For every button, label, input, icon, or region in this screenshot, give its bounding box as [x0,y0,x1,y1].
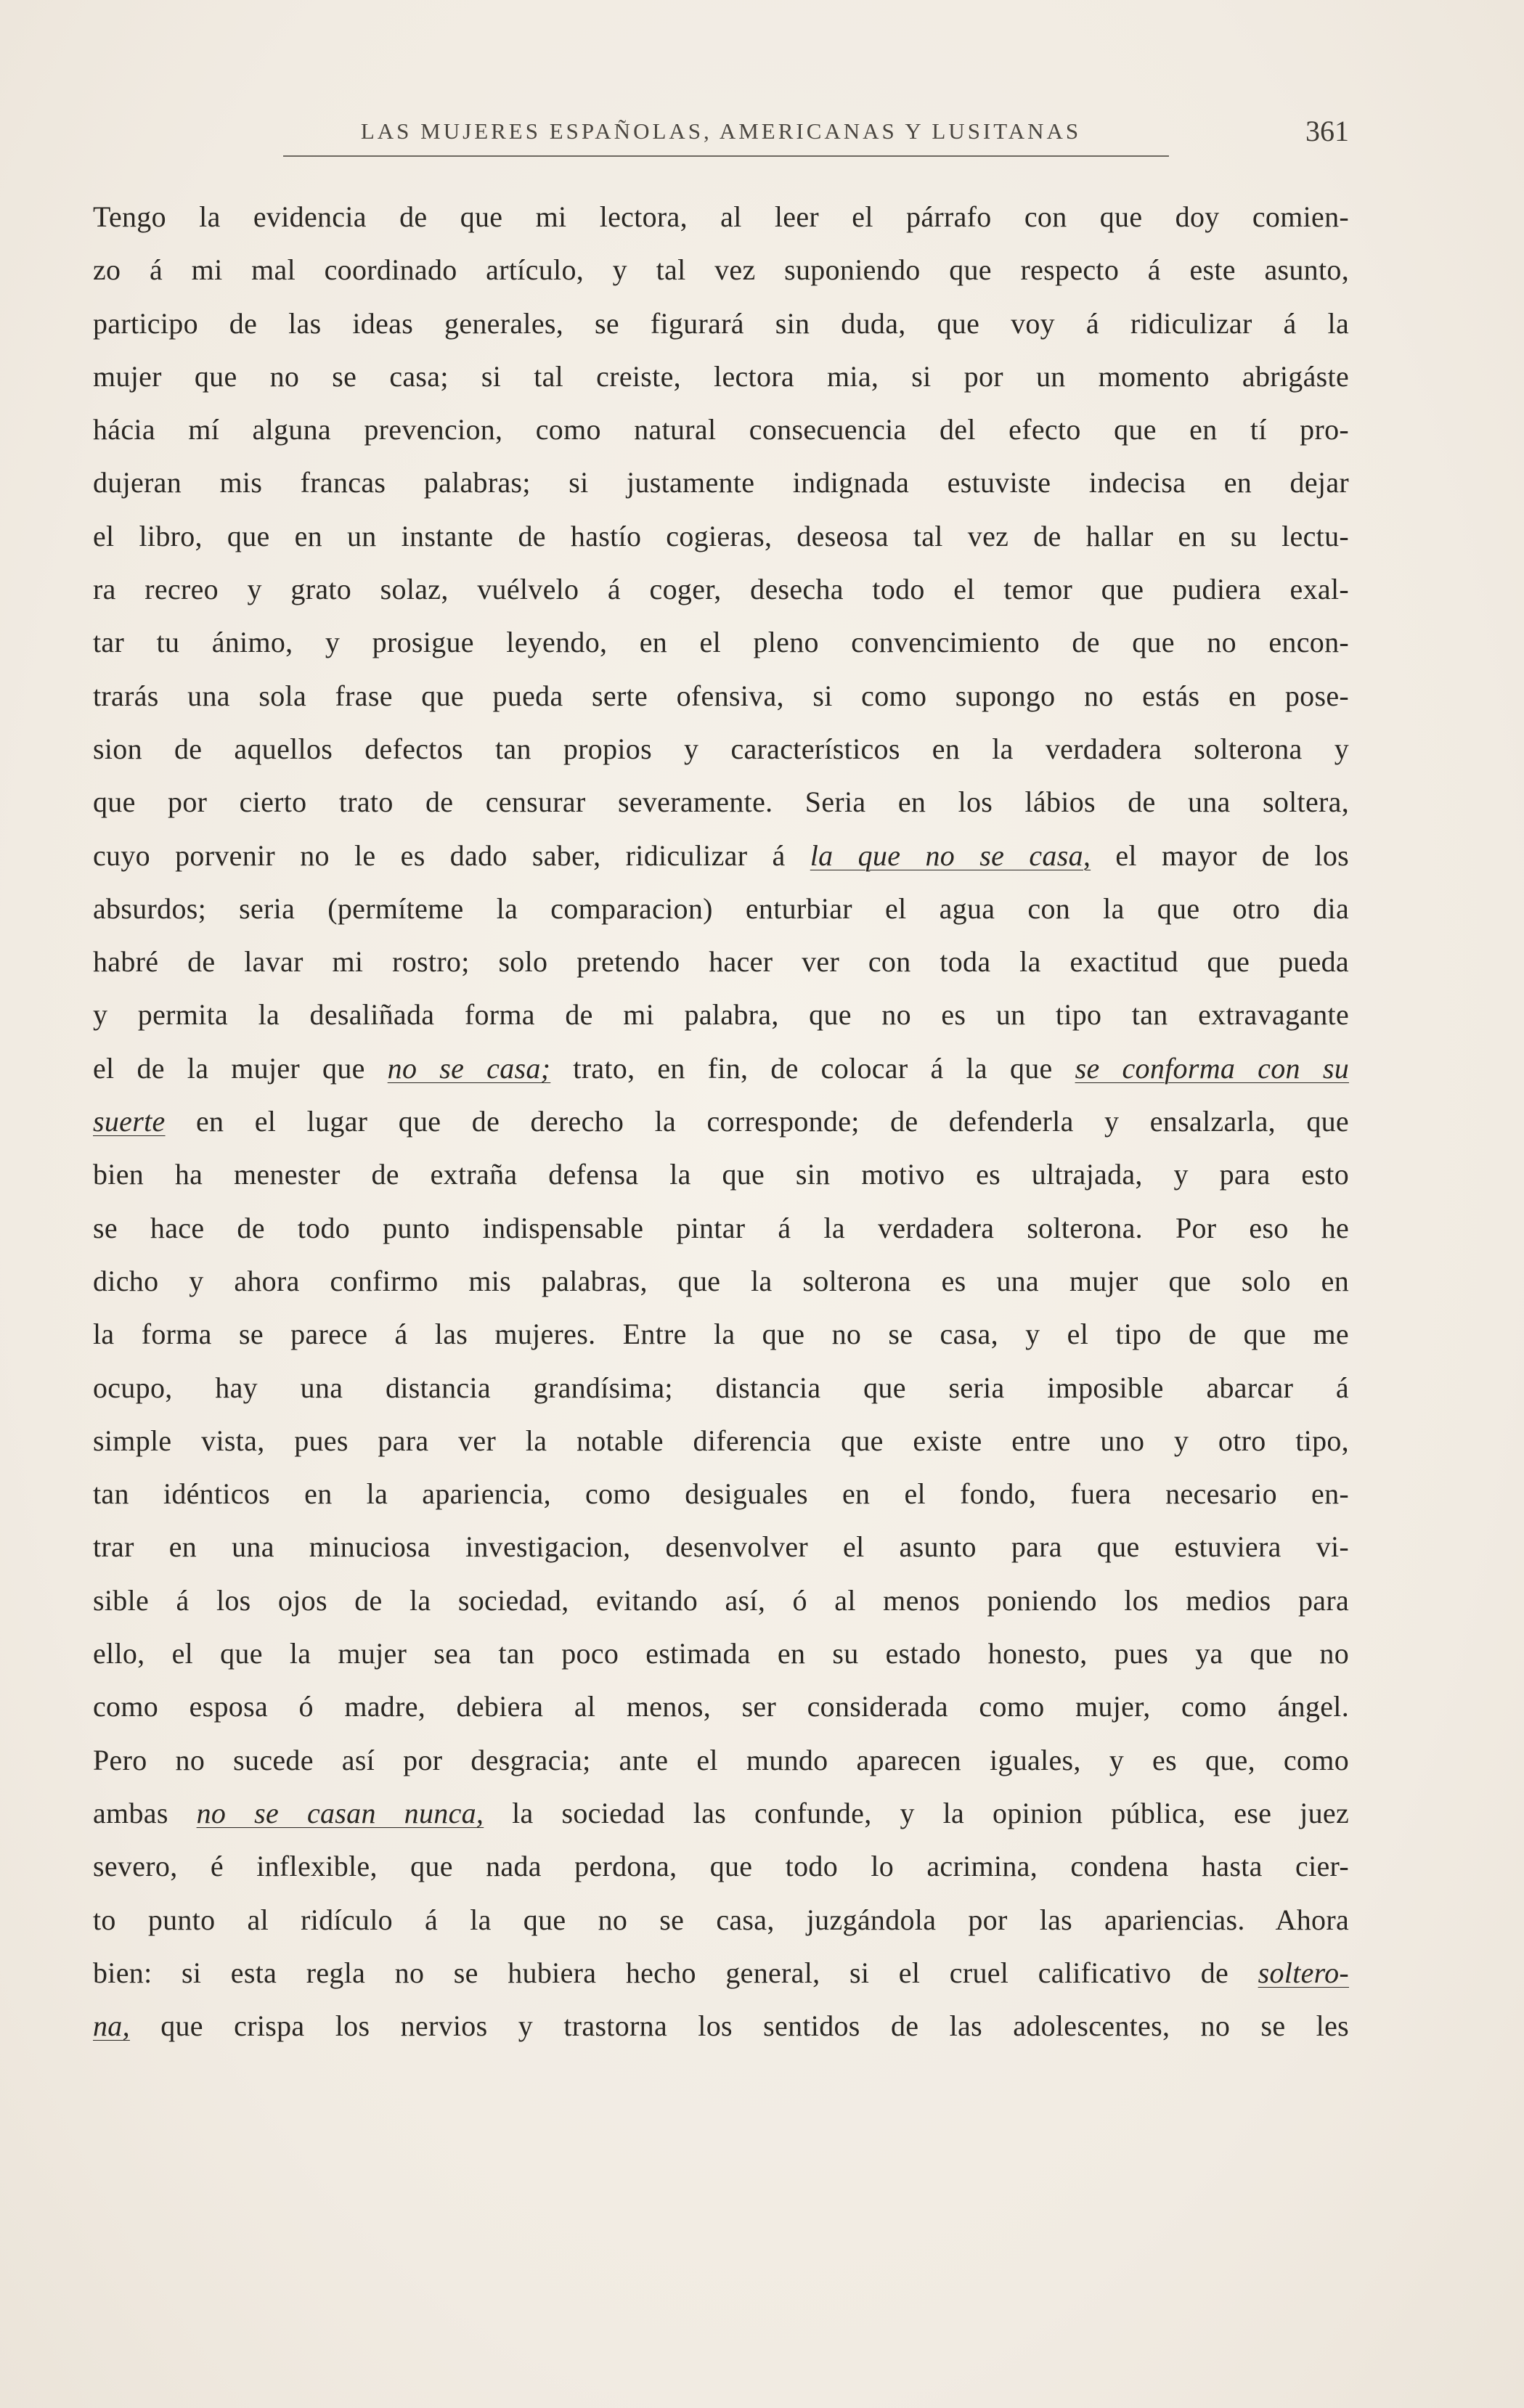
emphasized-text: soltero- [1258,1956,1349,1989]
text-line [93,1467,1349,1520]
text-line [93,1414,1349,1467]
text-line [93,1627,1349,1680]
text-segment: sion de aquellos defectos tan propios y característicos en la verdadera solterona y [93,732,1349,765]
text-segment: el de la mujer que [93,1051,388,1085]
text-segment: ambas [93,1796,197,1829]
text-line [93,563,1349,616]
text-segment: en el lugar que de derecho la corresponde; de defenderla y ensalzarla, que [165,1105,1349,1138]
text-segment: dicho y ahora confirmo mis palabras, que la solterona es una mujer que solo en [93,1264,1349,1297]
text-segment: Tengo la evidencia de que mi lectora, al leer el párrafo con que doy comien- [93,200,1349,233]
text-segment: trar en una minuciosa investigacion, desenvolver el asunto para que estuviera vi- [93,1530,1349,1564]
header-rule [283,155,1169,157]
text-segment: que por cierto trato de censurar severamente. Seria en los lábios de una soltera, [93,785,1349,819]
text-line [93,829,1349,882]
page-number: 361 [1305,115,1349,147]
emphasized-text: no se casan nunca, [196,1796,484,1829]
text-line [93,988,1349,1041]
text-segment: se hace de todo punto indispensable pintar á la verdadera solterona. Por eso he [93,1211,1349,1244]
text-segment: absurdos; seria (permíteme la comparacion) enturbiar el agua con la que otro dia [93,891,1349,925]
text-line [93,935,1349,988]
text-line [93,1095,1349,1148]
text-line [93,403,1349,456]
text-segment: como esposa ó madre, debiera al menos, ser considerada como mujer, como ángel. [93,1690,1349,1723]
emphasized-text: na, [93,2009,130,2043]
emphasized-text: suerte [93,1105,166,1138]
text-segment: to punto al ridículo á la que no se casa, juzgándola por las apariencias. Ahora [93,1903,1349,1936]
text-line [93,669,1349,722]
text-segment: trato, en fin, de colocar á la que [550,1051,1075,1085]
text-line [93,1680,1349,1733]
text-segment: hácia mí alguna prevencion, como natural consecuencia del efecto que en tí pro- [93,413,1349,446]
text-line [93,456,1349,509]
text-line [93,1307,1349,1360]
text-line [93,1148,1349,1201]
body-text [93,190,1349,2052]
emphasized-text: la que no se casa, [810,838,1091,872]
text-line [93,1787,1349,1840]
text-segment: severo, é inflexible, que nada perdona, que todo lo acrimina, condena hasta cier- [93,1850,1349,1883]
text-segment: la forma se parece á las mujeres. Entre la que no se casa, y el tipo de que me [93,1318,1349,1351]
running-title: LAS MUJERES ESPAÑOLAS, AMERICANAS Y LUSITANAS [360,118,1082,144]
text-line [93,1734,1349,1787]
text-line [93,1042,1349,1095]
text-line [93,1574,1349,1627]
text-segment: participo de las ideas generales, se figurará sin duda, que voy á ridiculizar á la [93,306,1349,340]
text-line [93,1520,1349,1573]
text-line [93,722,1349,775]
text-segment: tan idénticos en la apariencia, como desiguales en el fondo, fuera necesario en- [93,1477,1349,1511]
text-segment: bien ha menester de extraña defensa la que sin motivo es ultrajada, y para esto [93,1158,1349,1191]
text-segment: sible á los ojos de la sociedad, evitando así, ó al menos poniendo los medios para [93,1583,1349,1617]
text-line [93,1893,1349,1946]
text-segment: dujeran mis francas palabras; si justamente indignada estuviste indecisa en dejar [93,466,1349,499]
text-segment: bien: si esta regla no se hubiera hecho general, si el cruel calificativo de [93,1956,1258,1989]
text-segment: que crispa los nervios y trastorna los sentidos de las adolescentes, no se les [129,2009,1349,2043]
text-segment: el libro, que en un instante de hastío cogieras, deseosa tal vez de hallar en su lectu- [93,519,1349,552]
text-line [93,1201,1349,1254]
text-line [93,882,1349,935]
text-line [93,243,1349,296]
emphasized-text: no se casa; [387,1051,551,1085]
text-line [93,510,1349,563]
text-segment: zo á mi mal coordinado artículo, y tal vez suponiendo que respecto á este asunto, [93,253,1349,287]
text-segment: ello, el que la mujer sea tan poco estimada en su estado honesto, pues ya que no [93,1637,1349,1670]
text-line [93,616,1349,669]
text-line [93,775,1349,828]
page-header [93,115,1349,148]
text-segment: ocupo, hay una distancia grandísima; distancia que seria imposible abarcar á [93,1371,1349,1404]
text-line [93,1361,1349,1414]
text-segment: simple vista, pues para ver la notable diferencia que existe entre uno y otro tipo, [93,1424,1349,1457]
text-segment: el mayor de los [1091,838,1349,872]
text-segment: trarás una sola frase que pueda serte ofensiva, si como supongo no estás en pose- [93,679,1349,712]
text-segment: y permita la desaliñada forma de mi palabra, que no es un tipo tan extravagante [93,998,1349,1032]
text-line [93,1999,1349,2052]
text-line [93,190,1349,243]
text-segment: habré de lavar mi rostro; solo pretendo hacer ver con toda la exactitud que pueda [93,945,1349,979]
text-segment: la sociedad las confunde, y la opinion pública, ese juez [484,1796,1349,1829]
text-segment: mujer que no se casa; si tal creiste, lectora mia, si por un momento abrigáste [93,359,1349,393]
text-segment: ra recreo y grato solaz, vuélvelo á coger, desecha todo el temor que pudiera exal- [93,573,1349,606]
text-segment: Pero no sucede así por desgracia; ante el mundo aparecen iguales, y es que, como [93,1743,1349,1776]
emphasized-text: se conforma con su [1075,1051,1349,1085]
text-line [93,1254,1349,1307]
text-segment: tar tu ánimo, y prosigue leyendo, en el pleno convencimiento de que no encon- [93,626,1349,659]
text-segment: cuyo porvenir no le es dado saber, ridiculizar á [93,838,810,872]
text-line [93,1946,1349,1999]
text-line [93,297,1349,350]
text-line [93,1840,1349,1893]
text-line [93,350,1349,403]
